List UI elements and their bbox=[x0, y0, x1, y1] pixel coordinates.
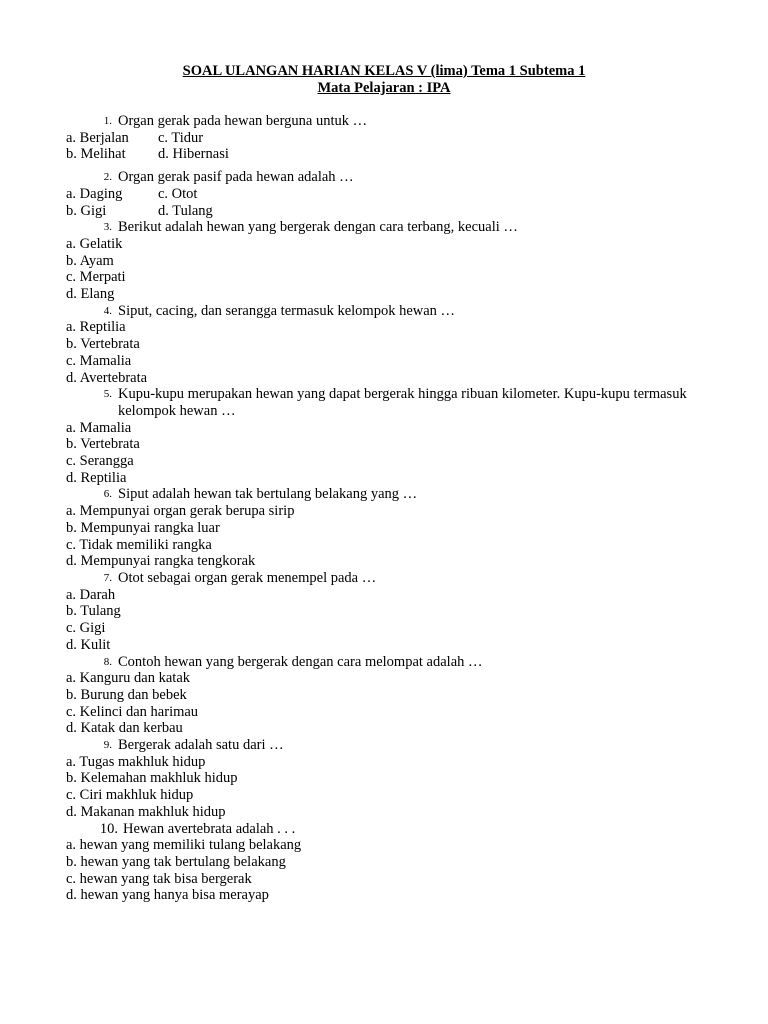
option-b: b. Melihat bbox=[66, 146, 126, 163]
option-a: a. Kanguru dan katak bbox=[66, 670, 191, 687]
option-b: b. Burung dan bebek bbox=[66, 686, 187, 703]
option-b: b. Ayam bbox=[66, 252, 114, 269]
question-text: Contoh hewan yang bergerak dengan cara melompat adalah … bbox=[118, 653, 483, 670]
question-number: 4. bbox=[103, 304, 112, 317]
option-a: a. Berjalan bbox=[66, 129, 129, 146]
option-c: c. Tidak memiliki rangka bbox=[66, 536, 212, 553]
question-7-options bbox=[66, 587, 706, 654]
page-title: SOAL ULANGAN HARIAN KELAS V (lima) Tema 1 Subtema 1 bbox=[182, 63, 586, 79]
option-c: c. Ciri makhluk hidup bbox=[66, 787, 194, 804]
question-1-options bbox=[66, 130, 706, 163]
question-number: 3. bbox=[103, 221, 112, 234]
question-8 bbox=[66, 654, 706, 671]
option-c: c. hewan yang tak bisa bergerak bbox=[66, 870, 252, 887]
option-b: b. Vertebrata bbox=[66, 336, 140, 353]
option-b: b. Gigi bbox=[66, 202, 107, 219]
option-b: b. Vertebrata bbox=[66, 436, 140, 453]
question-number: 10. bbox=[99, 820, 118, 837]
option-d: d. Elang bbox=[66, 286, 115, 303]
option-c: c. Serangga bbox=[66, 453, 134, 470]
option-d: d. Makanan makhluk hidup bbox=[66, 803, 226, 820]
question-3-options bbox=[66, 236, 706, 303]
question-2-options bbox=[66, 186, 706, 219]
question-number: 8. bbox=[103, 655, 112, 668]
question-list bbox=[66, 113, 706, 904]
question-number: 9. bbox=[103, 739, 112, 752]
question-3 bbox=[66, 219, 706, 236]
question-text: Kupu-kupu merupakan hewan yang dapat bergerak hingga ribuan kilometer. Kupu-kupu termasuk kelompok hewan … bbox=[118, 386, 687, 419]
option-d: d. hewan yang hanya bisa merayap bbox=[66, 887, 269, 904]
question-6-options bbox=[66, 503, 706, 570]
option-c: c. Tidur bbox=[158, 129, 204, 146]
question-5 bbox=[66, 386, 706, 419]
question-5-options bbox=[66, 420, 706, 487]
question-text: Bergerak adalah satu dari … bbox=[118, 737, 284, 754]
option-d: d. Hibernasi bbox=[158, 146, 229, 163]
option-b: b. Tulang bbox=[66, 603, 121, 620]
page-subtitle: Mata Pelajaran : IPA bbox=[317, 79, 451, 96]
option-b: b. Kelemahan makhluk hidup bbox=[66, 770, 238, 787]
question-8-options bbox=[66, 670, 706, 737]
question-6 bbox=[66, 486, 706, 503]
option-a: a. Mamalia bbox=[66, 419, 132, 436]
question-text: Otot sebagai organ gerak menempel pada … bbox=[118, 569, 377, 586]
option-a: a. Gelatik bbox=[66, 235, 123, 252]
question-text: Organ gerak pada hewan berguna untuk … bbox=[118, 113, 368, 129]
option-d: d. Reptilia bbox=[66, 469, 127, 486]
question-text: Siput adalah hewan tak bertulang belakang yang … bbox=[118, 486, 418, 503]
option-d: d. Tulang bbox=[158, 202, 213, 219]
question-10-options bbox=[66, 837, 706, 904]
option-c: c. Kelinci dan harimau bbox=[66, 703, 199, 720]
question-number: 5. bbox=[103, 388, 112, 401]
question-2 bbox=[66, 169, 706, 186]
option-a: a. Mempunyai organ gerak berupa sirip bbox=[66, 503, 295, 520]
question-number: 2. bbox=[103, 171, 112, 184]
question-number: 6. bbox=[103, 488, 112, 501]
option-b: b. Mempunyai rangka luar bbox=[66, 519, 220, 536]
option-d: d. Mempunyai rangka tengkorak bbox=[66, 553, 256, 570]
option-d: d. Katak dan kerbau bbox=[66, 720, 183, 737]
option-c: c. Merpati bbox=[66, 269, 126, 286]
option-c: c. Mamalia bbox=[66, 352, 132, 369]
document-header bbox=[0, 63, 768, 96]
option-c: c. Otot bbox=[158, 185, 198, 202]
question-number: 1. bbox=[103, 115, 112, 127]
question-7 bbox=[66, 570, 706, 587]
option-a: a. Daging bbox=[66, 185, 123, 202]
question-text: Organ gerak pasif pada hewan adalah … bbox=[118, 169, 354, 186]
question-1 bbox=[66, 113, 706, 130]
question-10 bbox=[66, 821, 706, 838]
question-number: 7. bbox=[103, 571, 112, 584]
option-b: b. hewan yang tak bertulang belakang bbox=[66, 853, 286, 870]
option-c: c. Gigi bbox=[66, 620, 106, 637]
question-4-options bbox=[66, 319, 706, 386]
option-d: d. Avertebrata bbox=[66, 369, 148, 386]
option-a: a. Reptilia bbox=[66, 319, 126, 336]
question-text: Hewan avertebrata adalah . . . bbox=[123, 820, 296, 837]
question-4 bbox=[66, 303, 706, 320]
option-d: d. Kulit bbox=[66, 636, 111, 653]
option-a: a. Darah bbox=[66, 586, 116, 603]
question-9-options bbox=[66, 754, 706, 821]
question-text: Siput, cacing, dan serangga termasuk kelompok hewan … bbox=[118, 302, 456, 319]
option-a: a. hewan yang memiliki tulang belakang bbox=[66, 837, 302, 854]
question-text: Berikut adalah hewan yang bergerak dengan cara terbang, kecuali … bbox=[118, 219, 518, 236]
question-9 bbox=[66, 737, 706, 754]
option-a: a. Tugas makhluk hidup bbox=[66, 753, 206, 770]
